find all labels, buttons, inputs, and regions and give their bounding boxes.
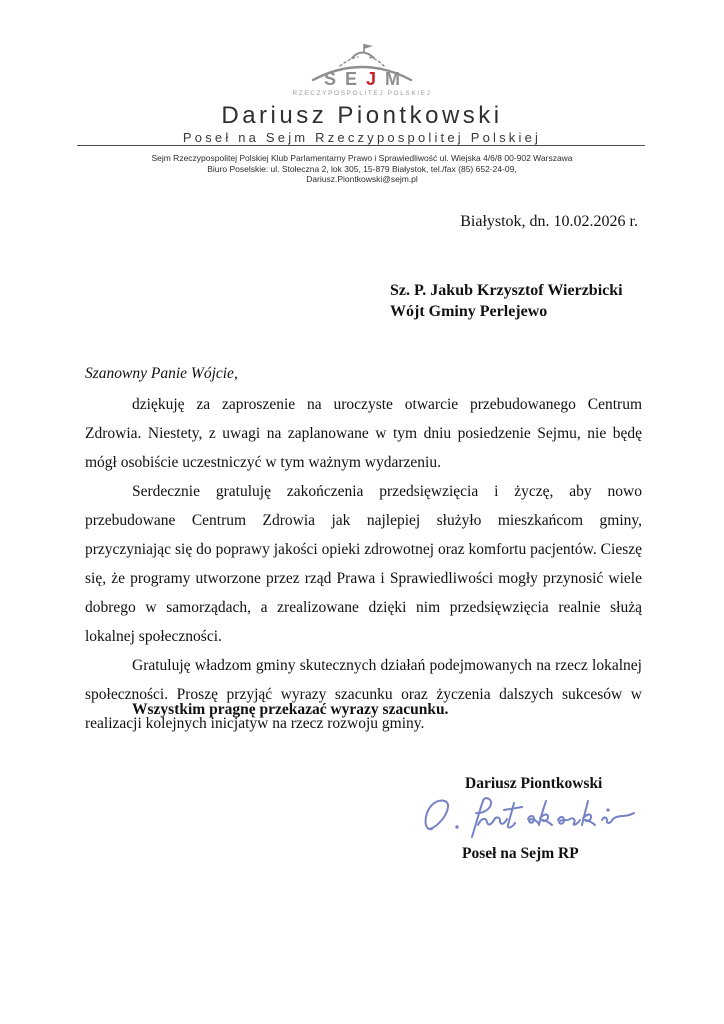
closing-line: Wszystkim pragnę przekazać wyrazy szacunku.	[132, 701, 449, 718]
paragraph-2: Serdecznie gratuluję zakończenia przedsięwzięcia i życzę, aby nowo przebudowane Centrum Zdrowia jak najlepiej służyło mieszkańcom gminy, przyczyniając się do poprawy jakości opieki zdrowotnej oraz komfortu pacjentów. Cieszę się, że programy utworzone przez rząd Prawa i Sprawiedliwości mogły przynosić wiele dobrego w samorządach, a zrealizowane dzięki nim przedsięwzięcia realnie służą lokalnej społeczności.	[85, 483, 642, 645]
salutation: Szanowny Panie Wójcie,	[85, 365, 238, 382]
paragraph-3: Gratuluję władzom gminy skutecznych działań podejmowanych na rzecz lokalnej społeczności. Proszę przyjąć wyrazy szacunku oraz życzenia dalszych sukcesów w realizacji kolejnych inicjatyw na rzecz rozwoju gminy.	[85, 657, 642, 732]
recipient-block	[390, 281, 623, 323]
letterhead	[0, 40, 724, 145]
handwritten-signature	[416, 791, 642, 843]
date-place-line: Białystok, dn. 10.02.2026 r.	[460, 213, 638, 230]
letterhead-contact	[0, 153, 724, 185]
signature-role: Poseł na Sejm RP	[462, 845, 579, 862]
contact-line-email: Dariusz.Piontkowski@sejm.pl	[306, 174, 418, 184]
recipient-name: Sz. P. Jakub Krzysztof Wierzbicki	[390, 282, 623, 299]
letterhead-title: Poseł na Sejm Rzeczypospolitej Polskiej	[182, 130, 542, 146]
logo-letter: S	[323, 69, 345, 89]
letter-body	[85, 390, 642, 738]
logo-letter: M	[385, 69, 410, 89]
letterhead-divider	[77, 145, 645, 146]
logo-caption: RZECZYPOSPOLITEJ POLSKIEJ	[292, 90, 432, 97]
contact-line-parliament: Sejm Rzeczypospolitej Polskiej Klub Parlamentarny Prawo i Sprawiedliwość ul. Wiejska 4/6/8 00-902 Warszawa	[151, 153, 573, 163]
paragraph-1: dziękuję za zaproszenie na uroczyste otwarcie przebudowanego Centrum Zdrowia. Niestety, z uwagi na zaplanowane w tym dniu posiedzenie Sejmu, nie będę mógł osobiście uczestniczyć w tym ważnym wydarzeniu.	[85, 396, 642, 471]
contact-line-office: Biuro Poselskie: ul. Stołeczna 2, lok 305, 15-879 Białystok, tel./fax (85) 652-24-09,	[207, 163, 517, 174]
logo-letter-red-j: J	[366, 69, 386, 89]
recipient-role: Wójt Gminy Perlejewo	[390, 302, 548, 320]
sejm-logo-wordmark	[0, 70, 724, 88]
signature-printed-name: Dariusz Piontkowski	[465, 775, 603, 792]
logo-letter: E	[344, 69, 366, 89]
letterhead-name: Dariusz Piontkowski	[221, 101, 503, 129]
flag-icon	[364, 44, 373, 53]
